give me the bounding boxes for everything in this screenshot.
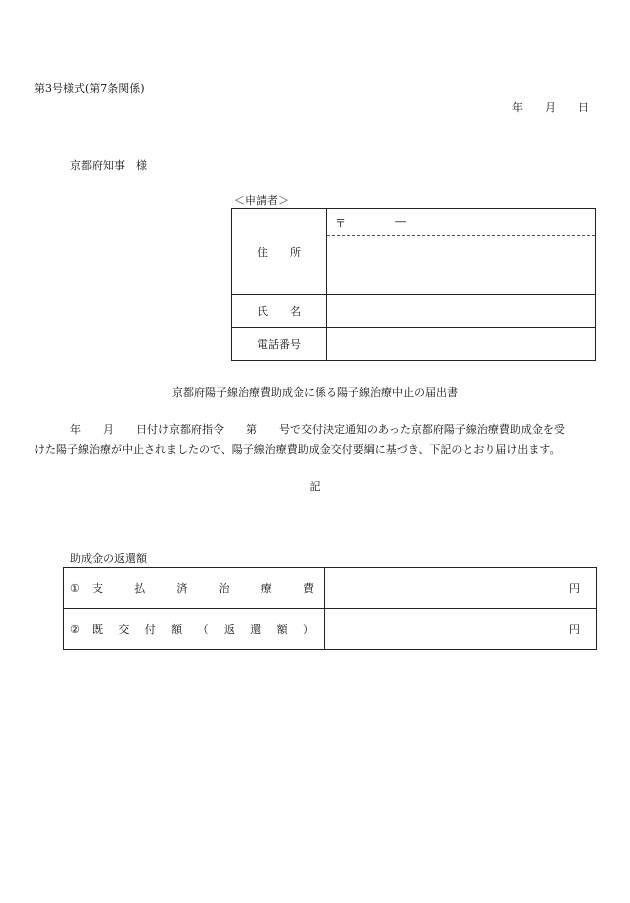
row-number: ② <box>70 622 80 636</box>
postal-code-row <box>327 209 595 236</box>
applicant-table <box>231 208 596 361</box>
name-field[interactable] <box>327 295 596 328</box>
form-number: 第3号様式(第7条関係) <box>34 82 145 95</box>
address-label: 住 所 <box>232 209 327 295</box>
body-line-2: けた陽子線治療が中止されましたので、陽子線治療費助成金交付要綱に基づき、下記のとおり届け出ます。 <box>34 443 561 456</box>
date-year: 年 <box>512 101 523 114</box>
row-number: ① <box>70 581 80 595</box>
date-month: 月 <box>545 101 556 114</box>
body-line-1: 年 月 日付け京都府指令 第 号で交付決定通知のあった京都府陽子線治療費助成金を受 <box>70 423 565 436</box>
postal-mark: 〒 <box>335 217 346 230</box>
paid-treatment-cost-field[interactable] <box>325 568 597 609</box>
addressee: 京都府知事 様 <box>70 159 147 172</box>
refund-heading: 助成金の返還額 <box>70 552 147 565</box>
ki-mark: 記 <box>309 480 321 493</box>
postal-dash: ― <box>395 215 406 228</box>
paid-treatment-cost-label: ① 支 払 済 治 療 費 <box>64 568 325 609</box>
address-body <box>327 236 595 294</box>
date-line <box>512 99 589 115</box>
refund-table <box>63 567 597 650</box>
refund-amount-label: ② 既 交 付 額 （ 返 還 額 ） <box>64 609 325 650</box>
address-field[interactable] <box>327 209 596 295</box>
phone-label: 電話番号 <box>232 328 327 361</box>
phone-field[interactable] <box>327 328 596 361</box>
name-label: 氏 名 <box>232 295 327 328</box>
document-title: 京都府陽子線治療費助成金に係る陽子線治療中止の届出書 <box>172 386 458 399</box>
yen-unit: 円 <box>569 582 580 595</box>
date-day: 日 <box>578 101 589 114</box>
applicant-heading: ＜申請者＞ <box>234 194 289 207</box>
yen-unit: 円 <box>569 623 580 636</box>
refund-amount-field[interactable] <box>325 609 597 650</box>
